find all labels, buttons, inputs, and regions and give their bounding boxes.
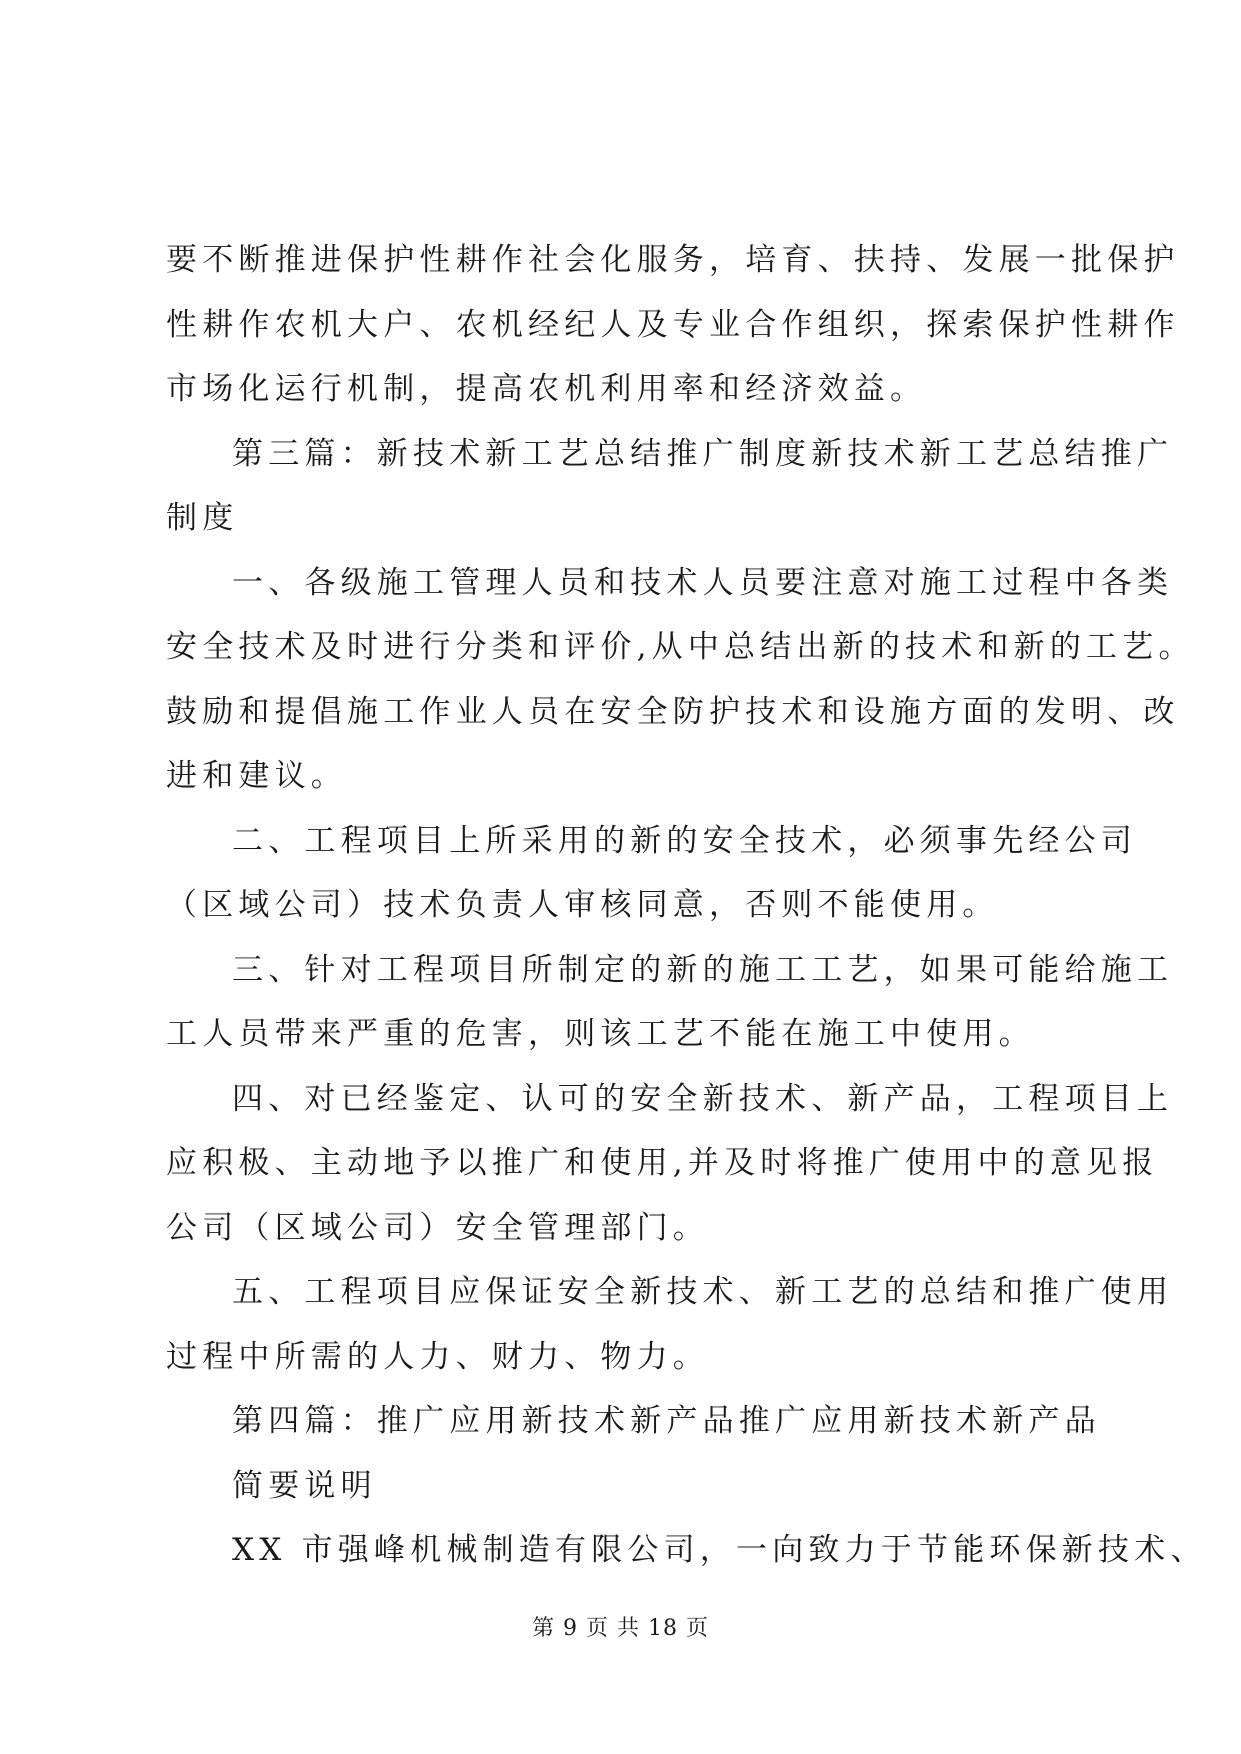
- text-line: 市场化运行机制，提高农机利用率和经济效益。: [166, 371, 927, 407]
- text-line: 制度: [166, 500, 239, 536]
- section-heading-4: 第四篇：推广应用新技术新产品推广应用新技术新产品: [232, 1403, 1101, 1439]
- text-line: 二、工程项目上所采用的新的安全技术，必须事先经公司: [232, 822, 1137, 859]
- body-text: [166, 228, 1207, 1583]
- text-line: 进和建议。: [166, 758, 347, 794]
- text-line: 工人员带来严重的危害，则该工艺不能在施工中使用。: [166, 1016, 1035, 1052]
- text-line: 一、各级施工管理人员和技术人员要注意对施工过程中各类: [232, 564, 1174, 601]
- text-line: 五、工程项目应保证安全新技术、新工艺的总结和推广使用: [232, 1274, 1174, 1310]
- text-line: （区域公司）技术负责人审核同意，否则不能使用。: [166, 887, 999, 923]
- text-line: 应积极、主动地予以推广和使用,并及时将推广使用中的意见报: [166, 1145, 1159, 1181]
- text-line: 要不断推进保护性耕作社会化服务，培育、扶持、发展一批保护: [166, 242, 1180, 278]
- text-line: 简要说明: [232, 1467, 377, 1504]
- text-line: 鼓励和提倡施工作业人员在安全防护技术和设施方面的发明、改: [166, 693, 1180, 730]
- text-line: XX 市强峰机械制造有限公司，一向致力于节能环保新技术、: [232, 1532, 1207, 1568]
- text-line: 过程中所需的人力、财力、物力。: [166, 1338, 709, 1375]
- text-line: 安全技术及时进行分类和评价,从中总结出新的技术和新的工艺。: [166, 629, 1195, 665]
- text-line: 性耕作农机大户、农机经纪人及专业合作组织，探索保护性耕作: [166, 306, 1180, 343]
- text-line: 四、对已经鉴定、认可的安全新技术、新产品，工程项目上: [232, 1080, 1174, 1117]
- section-heading-3: 第三篇：新技术新工艺总结推广制度新技术新工艺总结推广: [232, 435, 1174, 472]
- text-line: 公司（区域公司）安全管理部门。: [166, 1209, 709, 1246]
- page-number-footer: 第 9 页 共 18 页: [532, 1616, 709, 1641]
- text-line: 三、针对工程项目所制定的新的施工工艺，如果可能给施工: [232, 951, 1174, 988]
